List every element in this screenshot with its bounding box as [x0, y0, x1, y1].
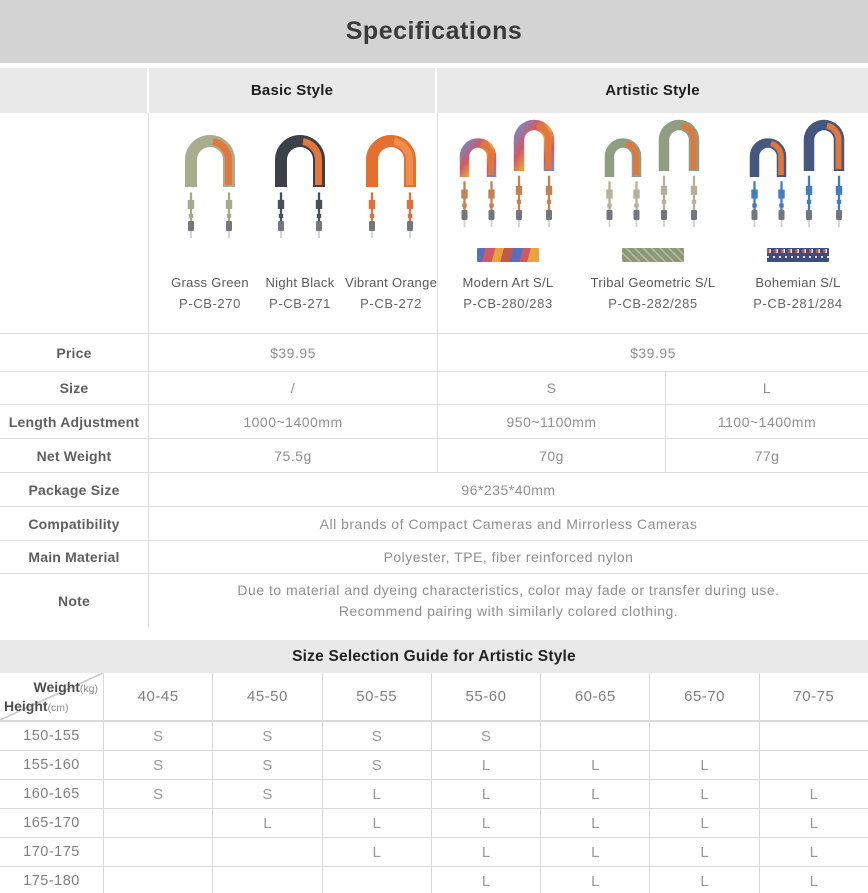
product-name: Grass Green: [171, 275, 249, 290]
size-cell: L: [759, 838, 868, 866]
page-title: Specifications: [345, 17, 523, 45]
weight-range-header: 45-50: [212, 673, 321, 720]
size-cell: L: [759, 867, 868, 893]
size-guide-header-row: [0, 673, 868, 722]
weight-range-header: 55-60: [431, 673, 540, 720]
product-code: P-CB-282/285: [608, 296, 698, 311]
size-cell: S: [103, 751, 212, 779]
spec-label: Size: [59, 380, 89, 396]
product-strap-image: [742, 115, 854, 237]
spec-label: Net Weight: [36, 447, 112, 464]
note-line-1: Due to material and dyeing characteristics, color may fade or transfer during use.: [237, 581, 780, 598]
size-cell: L: [649, 867, 758, 893]
spec-label: Price: [56, 344, 92, 361]
axis-corner-cell: [0, 673, 103, 720]
spec-value-artistic-l: 1100~1400mm: [665, 405, 868, 438]
height-range-label: 160-165: [23, 786, 80, 802]
product-strap-image: [452, 115, 564, 237]
spec-value-artistic-l: 77g: [665, 439, 868, 472]
size-cell: [103, 838, 212, 866]
spec-row-main-material: [0, 540, 868, 573]
size-cell: L: [212, 809, 321, 837]
spec-row-price: [0, 333, 868, 371]
height-range-label: 175-180: [23, 873, 80, 889]
size-cell: L: [431, 751, 540, 779]
product-code: P-CB-270: [179, 296, 241, 311]
size-cell: L: [431, 867, 540, 893]
size-guide-row: [0, 809, 868, 838]
spec-value-artistic-l: L: [665, 372, 868, 404]
artistic-style-header: Artistic Style: [437, 68, 868, 113]
spec-label: Length Adjustment: [8, 413, 140, 430]
height-range-label: 165-170: [23, 815, 80, 831]
basic-products-cell: [148, 113, 437, 333]
size-cell: L: [649, 751, 758, 779]
size-guide-row: [0, 867, 868, 893]
size-cell: [649, 722, 758, 750]
spec-value-basic: 1000~1400mm: [148, 405, 437, 438]
spec-value: All brands of Compact Cameras and Mirrorless Cameras: [148, 507, 868, 540]
size-cell: [759, 722, 868, 750]
product-showcase-row: [0, 113, 868, 333]
spec-value-artistic-s: S: [437, 372, 665, 404]
spec-row-net-weight: [0, 438, 868, 472]
product-code: P-CB-272: [360, 296, 423, 311]
size-guide-row: [0, 751, 868, 780]
size-cell: [103, 867, 212, 893]
size-cell: L: [540, 780, 649, 808]
basic-style-header: Basic Style: [149, 68, 435, 113]
size-cell: L: [431, 838, 540, 866]
product-pattern-swatch: [767, 248, 829, 262]
spec-row-compatibility: [0, 506, 868, 540]
size-guide-row: [0, 780, 868, 809]
product-figure: [165, 113, 255, 319]
product-figure: [591, 113, 716, 319]
size-cell: [212, 867, 321, 893]
weight-range-header: 40-45: [103, 673, 212, 720]
size-cell: S: [103, 722, 212, 750]
product-name: Bohemian S/L: [755, 275, 841, 290]
product-name: Modern Art S/L: [462, 275, 554, 290]
weight-range-header: 70-75: [759, 673, 868, 720]
spec-value-basic: $39.95: [148, 334, 437, 371]
size-guide-body: [0, 722, 868, 893]
product-strap-image: [597, 115, 709, 237]
size-guide-row: [0, 722, 868, 751]
spec-value-artistic: $39.95: [437, 334, 868, 371]
product-name: Tribal Geometric S/L: [590, 275, 716, 290]
page-title-bar: [0, 0, 868, 63]
size-cell: [103, 809, 212, 837]
weight-range-header: 65-70: [649, 673, 758, 720]
size-cell: L: [540, 867, 649, 893]
spec-value-basic: 75.5g: [148, 439, 437, 472]
product-name: Vibrant Orange: [345, 275, 438, 290]
product-strap-image: [346, 129, 436, 243]
showcase-label-spacer: [0, 113, 148, 333]
weight-axis-label: Weight(kg): [33, 679, 98, 695]
size-cell: L: [649, 838, 758, 866]
size-cell: L: [759, 780, 868, 808]
height-range-label: 150-155: [23, 728, 80, 744]
style-header-row: [0, 68, 868, 113]
height-range-label: 170-175: [23, 844, 80, 860]
size-guide-title: Size Selection Guide for Artistic Style: [0, 640, 868, 673]
spec-label: Note: [58, 592, 90, 609]
spec-row-package-size: [0, 472, 868, 506]
spec-label: Main Material: [28, 549, 120, 565]
size-cell: S: [322, 722, 431, 750]
size-cell: L: [322, 838, 431, 866]
product-strap-image: [165, 129, 255, 243]
spec-label: Package Size: [28, 481, 120, 498]
size-cell: L: [759, 809, 868, 837]
spec-row-length-adjustment: [0, 404, 868, 438]
size-cell: L: [540, 751, 649, 779]
size-cell: [540, 722, 649, 750]
size-cell: L: [649, 809, 758, 837]
spec-row-note: [0, 573, 868, 627]
spec-row-size: [0, 371, 868, 404]
product-figure: [255, 113, 345, 319]
product-figure: [345, 113, 437, 319]
note-line-2: Recommend pairing with similarly colored clothing.: [338, 602, 679, 619]
size-cell: S: [103, 780, 212, 808]
spec-value: 96*235*40mm: [148, 473, 868, 506]
product-pattern-swatch: [477, 248, 539, 262]
product-figure: [742, 113, 854, 319]
weight-range-header: 50-55: [322, 673, 431, 720]
size-cell: L: [322, 809, 431, 837]
size-cell: S: [212, 751, 321, 779]
corner-header-cell: [0, 68, 147, 113]
size-cell: S: [322, 751, 431, 779]
weight-range-header: 60-65: [540, 673, 649, 720]
size-cell: [212, 838, 321, 866]
product-pattern-swatch: [622, 248, 684, 262]
size-guide-row: [0, 838, 868, 867]
size-cell: S: [212, 780, 321, 808]
product-code: P-CB-280/283: [463, 296, 553, 311]
spec-label: Compatibility: [28, 515, 120, 532]
spec-value-artistic-s: 70g: [437, 439, 665, 472]
product-code: P-CB-281/284: [753, 296, 843, 311]
spec-value-note: [148, 574, 868, 627]
size-cell: L: [322, 780, 431, 808]
size-cell: S: [212, 722, 321, 750]
size-cell: L: [431, 780, 540, 808]
artistic-products-cell: [437, 113, 868, 333]
size-cell: L: [649, 780, 758, 808]
spec-value: Polyester, TPE, fiber reinforced nylon: [148, 541, 868, 573]
size-cell: L: [540, 838, 649, 866]
height-axis-label: Height(cm): [4, 698, 69, 714]
size-cell: L: [431, 809, 540, 837]
size-cell: L: [540, 809, 649, 837]
spec-value-artistic-s: 950~1100mm: [437, 405, 665, 438]
spec-value-basic: /: [148, 372, 437, 404]
product-code: P-CB-271: [269, 296, 331, 311]
height-range-label: 155-160: [23, 757, 80, 773]
size-cell: S: [431, 722, 540, 750]
size-cell: [322, 867, 431, 893]
size-cell: [759, 751, 868, 779]
product-name: Night Black: [265, 275, 335, 290]
product-strap-image: [255, 129, 345, 243]
product-figure: [452, 113, 564, 319]
